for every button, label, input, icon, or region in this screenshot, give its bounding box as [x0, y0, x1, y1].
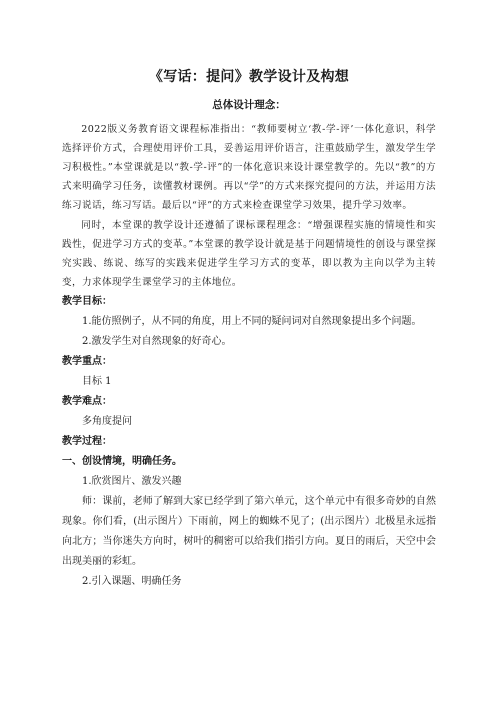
step-1-text: 师：课前，老师了解到大家已经学到了第六单元，这个单元中有很多奇妙的自然现象。你们看，(出示图片）下雨前，网上的蜘蛛不见了；(出示图片）北极星永远指向北方；当你迷失方向时，树叶的稠密可以给我们指引方向。夏日的雨后，天空中会出现美丽的彩虹。 [62, 496, 436, 567]
step-2-label: 2.引入课题、明确任务 [82, 576, 182, 587]
intro-paragraph-2: 同时，本堂课的教学设计还遵循了课标课程理念：“增强课程实施的情境性和实践性，促进学习方式的变革。”本堂课的教学设计就是基于问题情境性的创设与课堂探究实践、练说、练写的实践来促进学生学习方式的变革，即以教为主向以学为主转变，力求体现学生课堂学习的主体地位。 [62, 220, 436, 288]
difficulty-heading: 教学难点： [62, 396, 112, 407]
goals-heading: 教学目标： [62, 296, 112, 307]
goal-item-1: 1.能仿照例子，从不同的角度，用上不同的疑问词对自然现象提出多个问题。 [82, 316, 422, 327]
difficulty-text: 多角度提问 [82, 416, 132, 427]
section-1-heading: 一、创设情境，明确任务。 [62, 456, 182, 467]
key-points-heading: 教学重点： [62, 356, 112, 367]
design-concept-heading: 总体设计理念： [212, 99, 286, 111]
process-heading: 教学过程： [62, 436, 112, 447]
goal-item-2: 2.激发学生对自然现象的好奇心。 [82, 336, 232, 347]
key-points-text: 目标 1 [82, 376, 112, 387]
document-title: 《写话：提问》教学设计及构想 [148, 69, 350, 85]
intro-paragraph-1: 2022版义务教育语文课程标准指出：“教师要树立‘教-学-评’一体化意识，科学选择评价方式，合理使用评价工具，妥善运用评价语言，注重鼓励学生，激发学生学习积极性。”本堂课就是以“教-学-评”的一体化意识来设计课堂教学的。先以“教”的方式来明确学习任务，读懂教材课例。再以“学”的方式来探究提问的方法，并运用方法练习说话，练习写话。最后以“评”的方式来检查课堂学习效果，提升学习效率。 [62, 124, 436, 211]
step-1-label: 1.欣赏图片、激发兴趣 [82, 476, 182, 487]
